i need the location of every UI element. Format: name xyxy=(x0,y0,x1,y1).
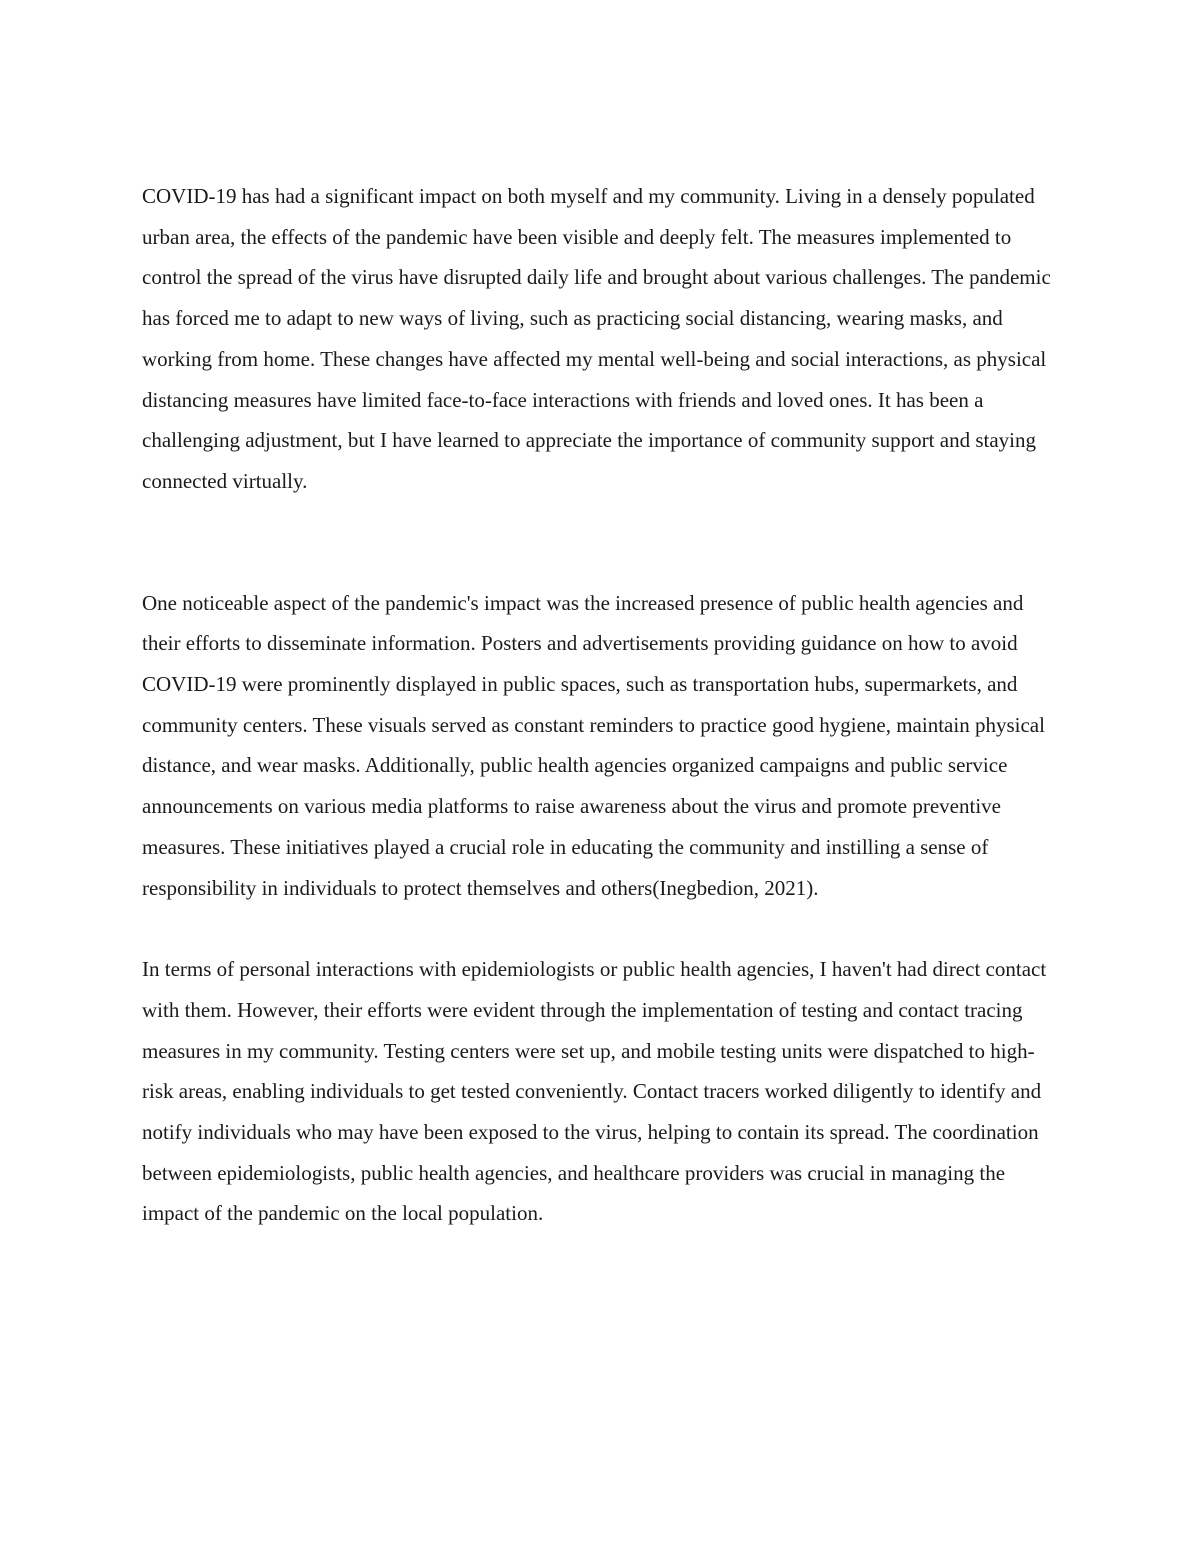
paragraph-personal-interactions: In terms of personal interactions with epidemiologists or public health agencies, I haven't had direct contact with them. However, their efforts were evident through the implementation of testing and contact tracing measures in my community. Testing centers were set up, and mobile testing units were dispatched to high-risk areas, enabling individuals to get tested conveniently. Contact tracers worked diligently to identify and notify individuals who may have been exposed to the virus, helping to contain its spread. The coordination between epidemiologists, public health agencies, and healthcare providers was crucial in managing the impact of the pandemic on the local population. xyxy=(142,957,1047,1226)
paragraph-public-health-agencies: One noticeable aspect of the pandemic's impact was the increased presence of public health agencies and their efforts to disseminate information. Posters and advertisements providing guidance on how to avoid COVID-19 were prominently displayed in public spaces, such as transportation hubs, supermarkets, and community centers. These visuals served as constant reminders to practice good hygiene, maintain physical distance, and wear masks. Additionally, public health agencies organized campaigns and public service announcements on various media platforms to raise awareness about the virus and promote preventive measures. These initiatives played a crucial role in educating the community and instilling a sense of responsibility in individuals to protect themselves and others(Inegbedion, 2021). xyxy=(142,590,1045,900)
document-body xyxy=(142,176,1062,1234)
paragraph-covid-impact: COVID-19 has had a significant impact on both myself and my community. Living in a densely populated urban area, the effects of the pandemic have been visible and deeply felt. The measures implemented to control the spread of the virus have disrupted daily life and brought about various challenges. The pandemic has forced me to adapt to new ways of living, such as practicing social distancing, wearing masks, and working from home. These changes have affected my mental well-being and social interactions, as physical distancing measures have limited face-to-face interactions with friends and loved ones. It has been a challenging adjustment, but I have learned to appreciate the importance of community support and staying connected virtually. xyxy=(142,184,1051,493)
